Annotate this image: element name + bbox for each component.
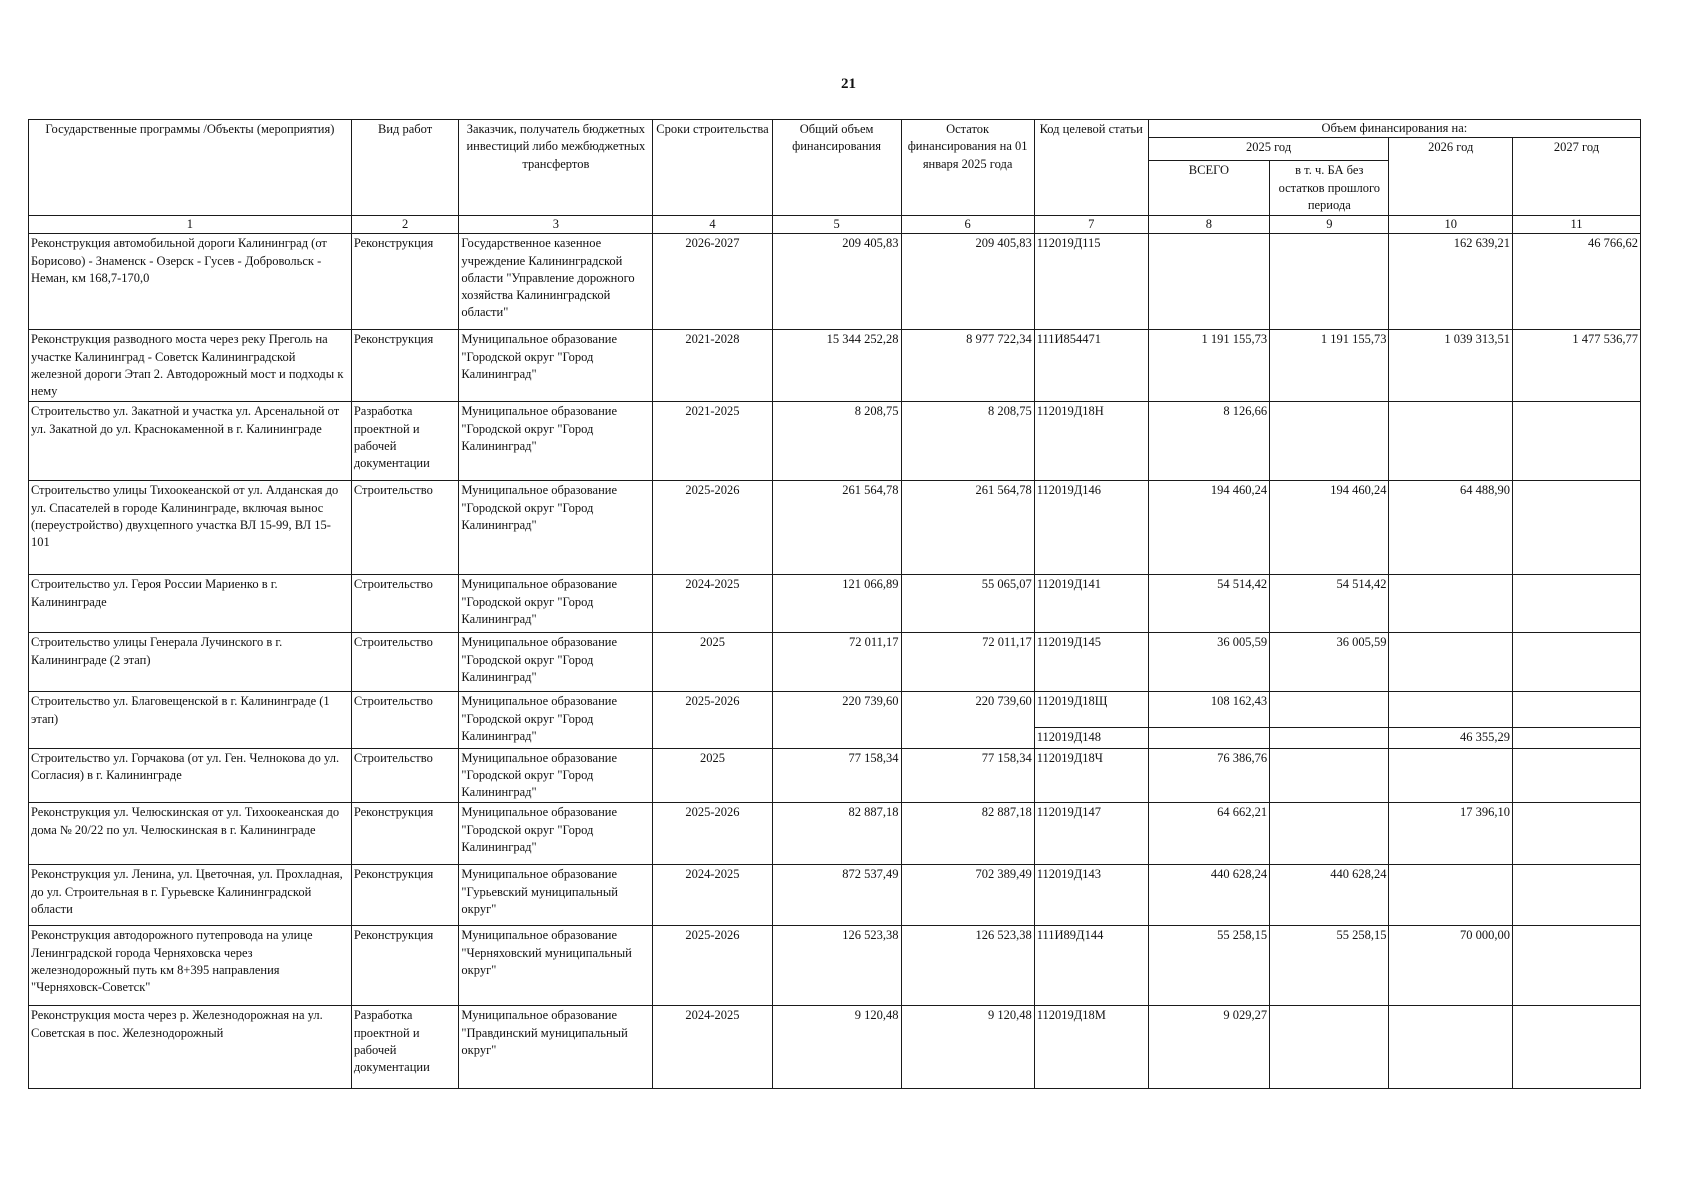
funding-2027: 1 477 536,77	[1513, 330, 1641, 402]
page-number: 21	[841, 76, 856, 92]
funding-2025-total: 194 460,24	[1148, 481, 1269, 575]
financing-table	[28, 119, 1641, 1089]
header-year-2027: 2027 год	[1513, 138, 1641, 216]
column-number: 8	[1148, 216, 1269, 234]
target-code: 112019Д146	[1034, 481, 1148, 575]
construction-period: 2025-2026	[653, 926, 772, 1006]
target-code: 112019Д143	[1034, 865, 1148, 926]
header-code: Код целевой статьи	[1034, 120, 1148, 216]
funding-2025-total: 8 126,66	[1148, 402, 1269, 481]
customer: Муниципальное образование "Городской округ "Город Калининград"	[459, 633, 653, 692]
funding-2025-total: 9 029,27	[1148, 1006, 1269, 1089]
funding-2025-ba	[1270, 234, 1389, 330]
customer: Муниципальное образование "Городской округ "Город Калининград"	[459, 803, 653, 865]
target-code: 112019Д148	[1034, 728, 1148, 748]
header-total-2025: ВСЕГО	[1148, 161, 1269, 216]
funding-2025-total: 440 628,24	[1148, 865, 1269, 926]
target-code: 111И89Д144	[1034, 926, 1148, 1006]
funding-2025-total: 54 514,42	[1148, 575, 1269, 633]
funding-2025-total: 76 386,76	[1148, 748, 1269, 803]
header-customer: Заказчик, получатель бюджетных инвестиций либо межбюджетных трансфертов	[459, 120, 653, 216]
object-name: Строительство улицы Генерала Лучинского в г. Калининграде (2 этап)	[29, 633, 352, 692]
funding-2027	[1513, 575, 1641, 633]
target-code: 112019Д141	[1034, 575, 1148, 633]
construction-period: 2021-2028	[653, 330, 772, 402]
customer: Муниципальное образование "Городской округ "Город Калининград"	[459, 692, 653, 748]
funding-2026: 70 000,00	[1389, 926, 1513, 1006]
table-row	[29, 481, 1641, 575]
target-code: 112019Д145	[1034, 633, 1148, 692]
target-code: 112019Д18Ч	[1034, 748, 1148, 803]
work-type: Реконструкция	[351, 803, 459, 865]
target-code: 111И854471	[1034, 330, 1148, 402]
remainder: 209 405,83	[901, 234, 1034, 330]
total-funding: 126 523,38	[772, 926, 901, 1006]
column-number: 3	[459, 216, 653, 234]
construction-period: 2026-2027	[653, 234, 772, 330]
funding-2027	[1513, 926, 1641, 1006]
work-type: Строительство	[351, 633, 459, 692]
funding-2025-ba	[1270, 1006, 1389, 1089]
header-programs: Государственные программы /Объекты (мероприятия)	[29, 120, 352, 216]
funding-2026	[1389, 1006, 1513, 1089]
funding-2027	[1513, 803, 1641, 865]
remainder: 9 120,48	[901, 1006, 1034, 1089]
total-funding: 15 344 252,28	[772, 330, 901, 402]
total-funding: 8 208,75	[772, 402, 901, 481]
work-type: Разработка проектной и рабочей документации	[351, 402, 459, 481]
funding-2025-total	[1148, 234, 1269, 330]
funding-2027	[1513, 633, 1641, 692]
table-row	[29, 402, 1641, 481]
table-row	[29, 748, 1641, 803]
object-name: Строительство улицы Тихоокеанской от ул. Алданская до ул. Спасателей в городе Калининграде, включая вынос (переустройство) двухцепного участка ВЛ 15-99, ВЛ 15-101	[29, 481, 352, 575]
object-name: Реконструкция разводного моста через реку Преголь на участке Калининград - Советск Калининградской железной дороги Этап 2. Автодорожный мост и подходы к нему	[29, 330, 352, 402]
funding-2027	[1513, 865, 1641, 926]
total-funding: 261 564,78	[772, 481, 901, 575]
total-funding: 77 158,34	[772, 748, 901, 803]
target-code: 112019Д18Н	[1034, 402, 1148, 481]
header-year-2026: 2026 год	[1389, 138, 1513, 216]
funding-2027	[1513, 481, 1641, 575]
work-type: Реконструкция	[351, 926, 459, 1006]
target-code: 112019Д18М	[1034, 1006, 1148, 1089]
remainder: 72 011,17	[901, 633, 1034, 692]
work-type: Разработка проектной и рабочей документации	[351, 1006, 459, 1089]
work-type: Строительство	[351, 481, 459, 575]
funding-2025-ba	[1270, 803, 1389, 865]
funding-2027: 46 766,62	[1513, 234, 1641, 330]
funding-2025-total: 64 662,21	[1148, 803, 1269, 865]
column-number: 4	[653, 216, 772, 234]
total-funding: 82 887,18	[772, 803, 901, 865]
remainder: 8 977 722,34	[901, 330, 1034, 402]
customer: Муниципальное образование "Городской округ "Город Калининград"	[459, 402, 653, 481]
object-name: Строительство ул. Благовещенской в г. Калининграде (1 этап)	[29, 692, 352, 748]
funding-2027	[1513, 402, 1641, 481]
table-row	[29, 865, 1641, 926]
funding-2026	[1389, 402, 1513, 481]
customer: Государственное казенное учреждение Калининградской области "Управление дорожного хозяйства Калининградской области"	[459, 234, 653, 330]
funding-2027	[1513, 748, 1641, 803]
work-type: Реконструкция	[351, 330, 459, 402]
remainder: 126 523,38	[901, 926, 1034, 1006]
customer: Муниципальное образование "Черняховский муниципальный округ"	[459, 926, 653, 1006]
column-number: 11	[1513, 216, 1641, 234]
object-name: Строительство ул. Горчакова (от ул. Ген. Челнокова до ул. Согласия) в г. Калининграде	[29, 748, 352, 803]
funding-2025-ba: 1 191 155,73	[1270, 330, 1389, 402]
column-number: 5	[772, 216, 901, 234]
funding-2026	[1389, 748, 1513, 803]
column-number: 7	[1034, 216, 1148, 234]
customer: Муниципальное образование "Городской округ "Город Калининград"	[459, 330, 653, 402]
construction-period: 2024-2025	[653, 1006, 772, 1089]
header-total-funding: Общий объем финансирования	[772, 120, 901, 216]
total-funding: 209 405,83	[772, 234, 901, 330]
table-row	[29, 330, 1641, 402]
remainder: 77 158,34	[901, 748, 1034, 803]
customer: Муниципальное образование "Городской округ "Город Калининград"	[459, 575, 653, 633]
funding-2026: 46 355,29	[1389, 728, 1513, 748]
target-code: 112019Д115	[1034, 234, 1148, 330]
funding-2025-ba: 440 628,24	[1270, 865, 1389, 926]
object-name: Строительство ул. Закатной и участка ул. Арсенальной от ул. Закатной до ул. Краснокаменной в г. Калининграде	[29, 402, 352, 481]
column-number: 6	[901, 216, 1034, 234]
table-row	[29, 692, 1641, 728]
total-funding: 72 011,17	[772, 633, 901, 692]
funding-2026	[1389, 633, 1513, 692]
remainder: 220 739,60	[901, 692, 1034, 748]
target-code: 112019Д147	[1034, 803, 1148, 865]
object-name: Реконструкция моста через р. Железнодорожная на ул. Советская в пос. Железнодорожный	[29, 1006, 352, 1089]
table-row	[29, 633, 1641, 692]
header-year-2025: 2025 год	[1148, 138, 1389, 161]
funding-2025-ba: 36 005,59	[1270, 633, 1389, 692]
funding-2025-total	[1148, 728, 1269, 748]
object-name: Реконструкция ул. Челюскинская от ул. Тихоокеанская до дома № 20/22 по ул. Челюскинская в г. Калининграде	[29, 803, 352, 865]
funding-2026: 1 039 313,51	[1389, 330, 1513, 402]
customer: Муниципальное образование "Городской округ "Город Калининград"	[459, 748, 653, 803]
table-row	[29, 1006, 1641, 1089]
remainder: 8 208,75	[901, 402, 1034, 481]
construction-period: 2025-2026	[653, 692, 772, 748]
remainder: 82 887,18	[901, 803, 1034, 865]
funding-2026	[1389, 865, 1513, 926]
target-code: 112019Д18Щ	[1034, 692, 1148, 728]
total-funding: 9 120,48	[772, 1006, 901, 1089]
work-type: Строительство	[351, 692, 459, 748]
funding-2026: 162 639,21	[1389, 234, 1513, 330]
funding-2025-total: 1 191 155,73	[1148, 330, 1269, 402]
table-row	[29, 926, 1641, 1006]
column-number: 2	[351, 216, 459, 234]
work-type: Реконструкция	[351, 865, 459, 926]
funding-2026: 64 488,90	[1389, 481, 1513, 575]
header-funding: Объем финансирования на:	[1148, 120, 1640, 138]
header-remainder: Остаток финансирования на 01 января 2025 года	[901, 120, 1034, 216]
customer: Муниципальное образование "Городской округ "Город Калининград"	[459, 481, 653, 575]
work-type: Строительство	[351, 575, 459, 633]
header-period: Сроки строительства	[653, 120, 772, 216]
funding-2026	[1389, 692, 1513, 728]
funding-2027	[1513, 692, 1641, 728]
construction-period: 2024-2025	[653, 575, 772, 633]
object-name: Реконструкция автомобильной дороги Калининград (от Борисово) - Знаменск - Озерск - Гусев - Добровольск - Неман, км 168,7-170,0	[29, 234, 352, 330]
remainder: 55 065,07	[901, 575, 1034, 633]
column-number-row	[29, 216, 1641, 234]
construction-period: 2025-2026	[653, 803, 772, 865]
funding-2025-ba	[1270, 728, 1389, 748]
column-number: 1	[29, 216, 352, 234]
table-row	[29, 803, 1641, 865]
header-ba-2025: в т. ч. БА без остатков прошлого периода	[1270, 161, 1389, 216]
construction-period: 2025	[653, 633, 772, 692]
funding-2025-ba: 54 514,42	[1270, 575, 1389, 633]
construction-period: 2021-2025	[653, 402, 772, 481]
funding-2027	[1513, 1006, 1641, 1089]
object-name: Реконструкция ул. Ленина, ул. Цветочная, ул. Прохладная, до ул. Строительная в г. Гурьевске Калининградской области	[29, 865, 352, 926]
construction-period: 2025-2026	[653, 481, 772, 575]
object-name: Реконструкция автодорожного путепровода на улице Ленинградской города Черняховска через железнодорожный путь км 8+395 направления "Черняховск-Советск"	[29, 926, 352, 1006]
funding-2025-ba	[1270, 692, 1389, 728]
object-name: Строительство ул. Героя России Мариенко в г. Калининграде	[29, 575, 352, 633]
funding-2025-total: 108 162,43	[1148, 692, 1269, 728]
customer: Муниципальное образование "Правдинский муниципальный округ"	[459, 1006, 653, 1089]
construction-period: 2025	[653, 748, 772, 803]
work-type: Строительство	[351, 748, 459, 803]
total-funding: 872 537,49	[772, 865, 901, 926]
funding-2025-total: 55 258,15	[1148, 926, 1269, 1006]
construction-period: 2024-2025	[653, 865, 772, 926]
table-row	[29, 575, 1641, 633]
work-type: Реконструкция	[351, 234, 459, 330]
total-funding: 220 739,60	[772, 692, 901, 748]
funding-2025-ba: 55 258,15	[1270, 926, 1389, 1006]
remainder: 702 389,49	[901, 865, 1034, 926]
column-number: 9	[1270, 216, 1389, 234]
funding-2025-ba	[1270, 748, 1389, 803]
funding-2027	[1513, 728, 1641, 748]
table-row	[29, 234, 1641, 330]
column-number: 10	[1389, 216, 1513, 234]
funding-2026	[1389, 575, 1513, 633]
header-work-type: Вид работ	[351, 120, 459, 216]
remainder: 261 564,78	[901, 481, 1034, 575]
customer: Муниципальное образование "Гурьевский муниципальный округ"	[459, 865, 653, 926]
funding-2026: 17 396,10	[1389, 803, 1513, 865]
funding-2025-ba: 194 460,24	[1270, 481, 1389, 575]
total-funding: 121 066,89	[772, 575, 901, 633]
funding-2025-ba	[1270, 402, 1389, 481]
funding-2025-total: 36 005,59	[1148, 633, 1269, 692]
